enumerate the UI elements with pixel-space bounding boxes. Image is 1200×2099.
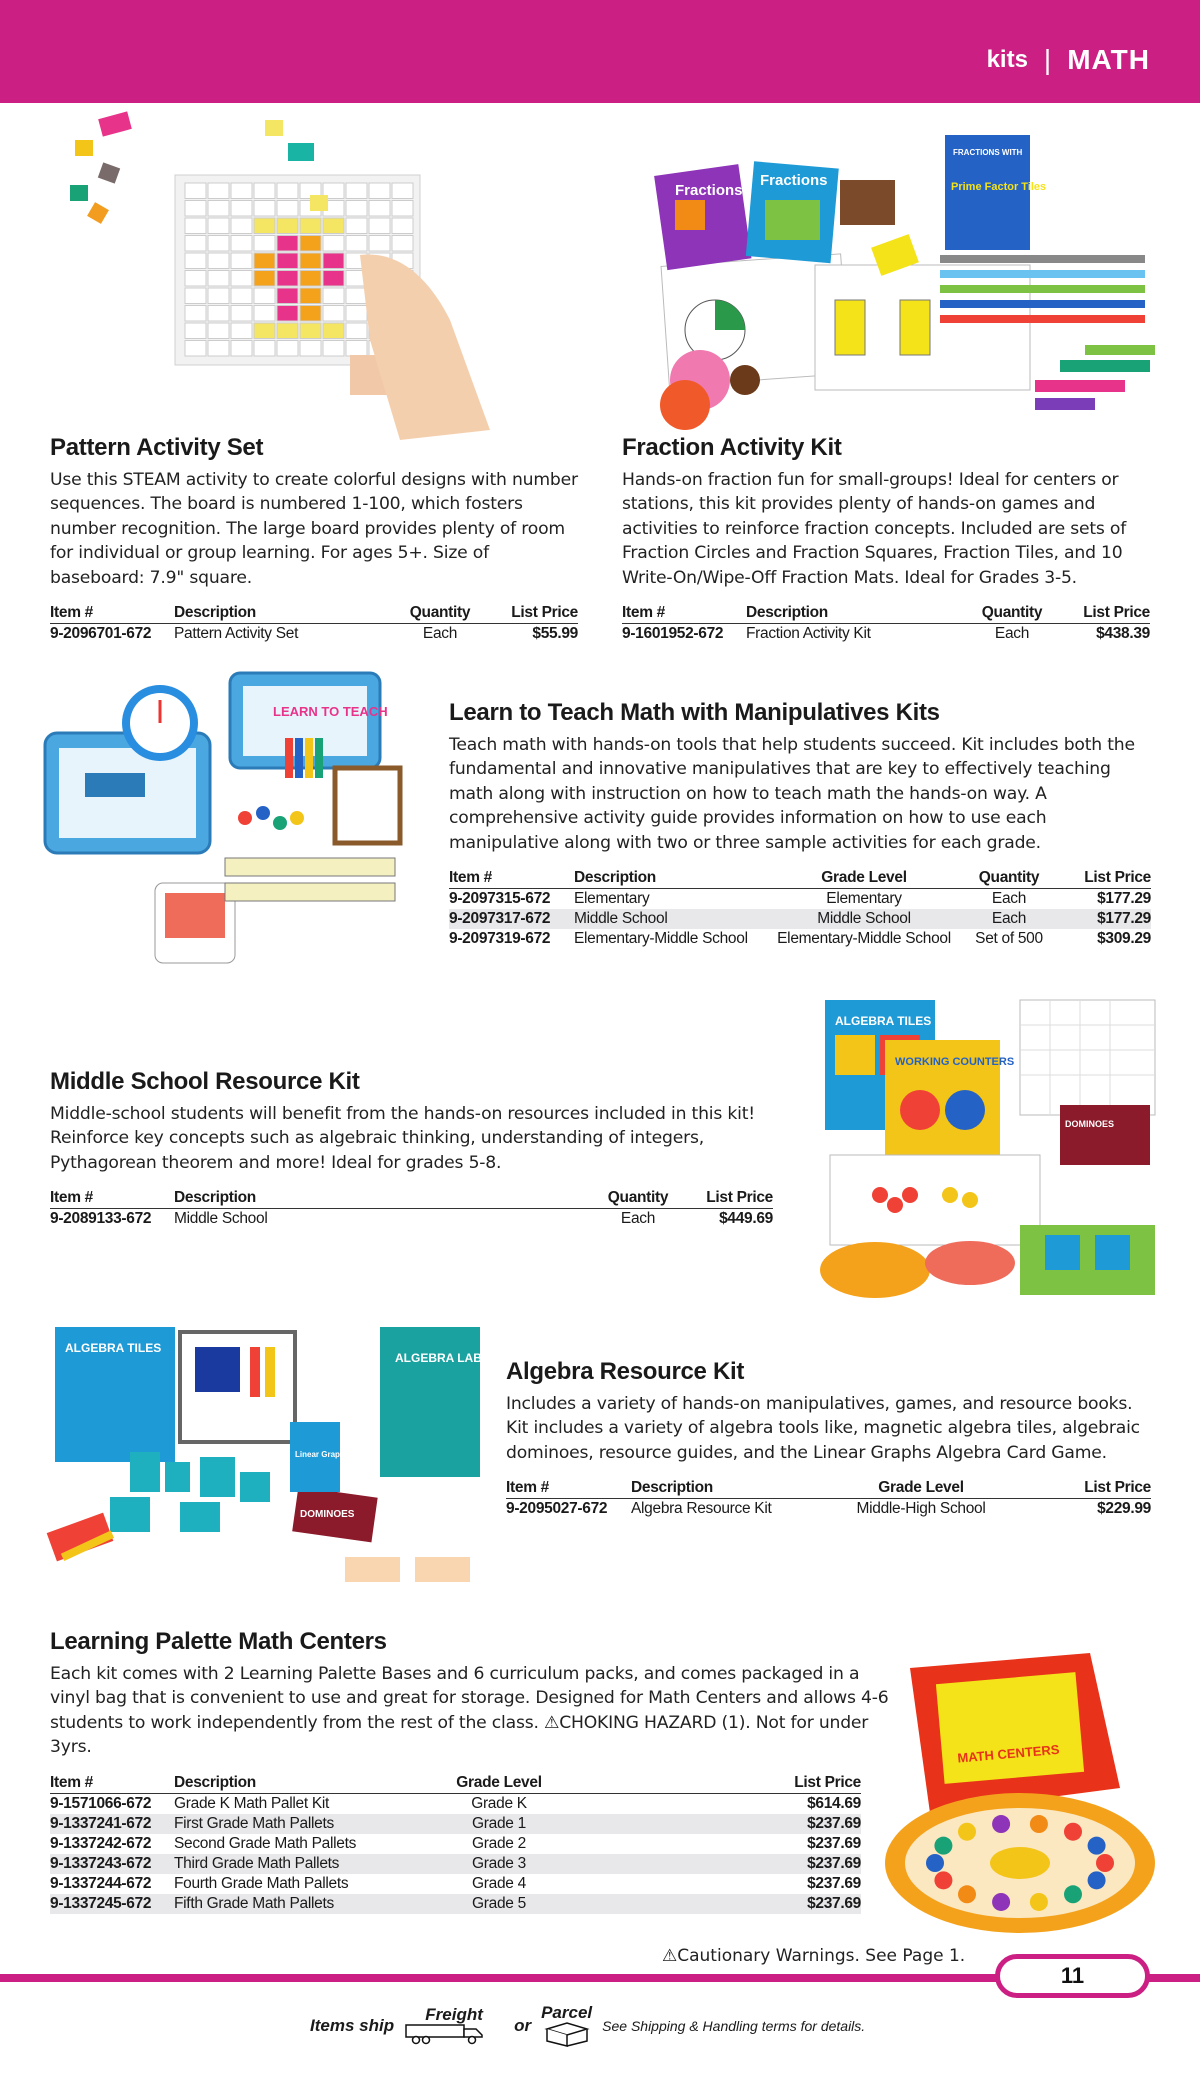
product-table bbox=[50, 1774, 861, 1914]
item-description: Middle School bbox=[574, 909, 774, 929]
parcel-mode bbox=[541, 2005, 592, 2047]
dominoes-box-label: DOMINOES bbox=[300, 1509, 355, 1520]
item-price: $237.69 bbox=[574, 1854, 861, 1874]
item-grade: Elementary bbox=[826, 890, 902, 908]
column-header: Quantity bbox=[972, 604, 1052, 624]
column-header: Quantity bbox=[954, 869, 1064, 889]
table-row[interactable] bbox=[50, 1793, 861, 1814]
algebra-tiles-box-label: ALGEBRA TILES bbox=[65, 1341, 162, 1355]
column-header: List Price bbox=[480, 604, 578, 624]
product-description: Use this STEAM activity to create colorful designs with number sequences. The board is numbered 1-100, which fosters number recognition. The large board provides plenty of room for individual or group learning. For ages 5+. Size of baseboard: 7.9" square. bbox=[50, 469, 578, 588]
middle-school-kit-image bbox=[820, 995, 1160, 1310]
item-grade: Grade 5 bbox=[424, 1894, 574, 1914]
item-price: $438.39 bbox=[1096, 625, 1150, 643]
item-number: 9-1337241-672 bbox=[50, 1814, 174, 1834]
product-description: Middle-school students will benefit from the hands-on resources included in this kit! Reinforce key concepts such as algebraic thinking, understanding of integers, Pythagorean theorem and more! Ideal for grades 5-8. bbox=[50, 1103, 755, 1173]
linear-graphs-label: Linear Graphs bbox=[295, 1450, 350, 1459]
table-row[interactable] bbox=[50, 1854, 861, 1874]
table-row[interactable] bbox=[50, 1814, 861, 1834]
item-description: Algebra Resource Kit bbox=[631, 1500, 772, 1518]
page-number: 11 bbox=[995, 1954, 1150, 1998]
column-header: Quantity bbox=[400, 604, 480, 624]
table-row[interactable] bbox=[50, 1894, 861, 1914]
item-price: $237.69 bbox=[807, 1874, 861, 1892]
product-description: Hands-on fraction fun for small-groups! Ideal for centers or stations, this kit provides plenty of hands-on games and activities to reinforce fraction concepts. Included are sets of Fraction Circles and Fraction Squares, Fraction Tiles, and 10 Write-On/Wipe-Off Fraction Mats. Ideal for Grades 3-5. bbox=[622, 469, 1127, 588]
learning-palette-image bbox=[870, 1648, 1165, 1938]
learn-to-teach-kit-image bbox=[45, 668, 435, 998]
item-number: 9-1601952-672 bbox=[622, 625, 724, 643]
product-description: Each kit comes with 2 Learning Palette Bases and 6 curriculum packs, and comes packaged in a vinyl bag that is convenient to use and great for storage. Designed for Math Centers and allows 4-6 students to work independently from the rest of the class. ⚠CHOKING HAZARD (1). Not for under 3yrs. bbox=[50, 1663, 889, 1758]
item-grade: Grade 3 bbox=[424, 1854, 574, 1874]
item-price: $237.69 bbox=[574, 1894, 861, 1914]
product-title: Fraction Activity Kit bbox=[622, 434, 842, 461]
item-description: Third Grade Math Pallets bbox=[174, 1854, 424, 1874]
freight-mode bbox=[404, 2007, 504, 2045]
dominoes-label: DOMINOES bbox=[1065, 1119, 1115, 1129]
item-description: Elementary-Middle School bbox=[574, 930, 748, 948]
ship-terms-text: See Shipping & Handling terms for details. bbox=[602, 2018, 866, 2034]
ship-or-text: or bbox=[514, 2016, 532, 2035]
item-quantity: Each bbox=[991, 890, 1027, 908]
item-description: Grade K Math Pallet Kit bbox=[174, 1794, 330, 1812]
header-bar bbox=[0, 0, 1200, 103]
product-table bbox=[506, 1479, 1151, 1519]
item-description: First Grade Math Pallets bbox=[174, 1814, 424, 1834]
column-header: Description bbox=[174, 1774, 424, 1794]
product-table bbox=[50, 1189, 773, 1229]
item-description: Second Grade Math Pallets bbox=[174, 1834, 357, 1852]
cautionary-warning: ⚠Cautionary Warnings. See Page 1. bbox=[662, 1946, 966, 1966]
fraction-activity-kit-section bbox=[622, 434, 1150, 644]
column-header: List Price bbox=[1052, 604, 1150, 624]
column-header: Description bbox=[174, 1189, 598, 1209]
item-number: 9-2097317-672 bbox=[449, 909, 574, 929]
item-description: Fifth Grade Math Pallets bbox=[174, 1894, 424, 1914]
item-price: $55.99 bbox=[532, 625, 578, 643]
column-header: Item # bbox=[449, 869, 574, 889]
column-header: List Price bbox=[1011, 1479, 1151, 1499]
product-description: Teach math with hands-on tools that help students succeed. Kit includes both the fundamental and innovative manipulatives that are key to effectively teaching math along with instruction on how to teach math the hands-on way. A comprehensive activity guide provides information on how to use each manipulative along with two or three sample activities for each grade. bbox=[449, 734, 1135, 853]
shipping-note bbox=[310, 2000, 865, 2052]
column-header: List Price bbox=[678, 1189, 773, 1209]
freight-label: Freight bbox=[425, 2005, 483, 2024]
algebra-tiles-label: ALGEBRA TILES bbox=[835, 1014, 932, 1028]
column-header: List Price bbox=[574, 1774, 861, 1794]
table-row[interactable] bbox=[449, 929, 1151, 949]
product-table bbox=[622, 604, 1150, 644]
table-row[interactable] bbox=[506, 1499, 1151, 1520]
column-header: Item # bbox=[506, 1479, 631, 1499]
item-number: 9-1337245-672 bbox=[50, 1894, 174, 1914]
column-header: List Price bbox=[1064, 869, 1151, 889]
column-header: Item # bbox=[50, 1774, 174, 1794]
ship-lead-text: Items ship bbox=[310, 2016, 395, 2035]
item-number: 9-2097315-672 bbox=[449, 890, 551, 908]
table-row[interactable] bbox=[449, 889, 1151, 910]
column-header: Grade Level bbox=[774, 869, 954, 889]
item-price: $177.29 bbox=[1064, 909, 1151, 929]
table-row[interactable] bbox=[50, 1834, 861, 1854]
table-row[interactable] bbox=[50, 1209, 773, 1230]
truck-icon bbox=[404, 2023, 504, 2045]
item-description: Pattern Activity Set bbox=[174, 625, 299, 643]
item-grade: Grade 4 bbox=[472, 1874, 526, 1892]
item-description: Middle School bbox=[174, 1210, 268, 1228]
product-description: Includes a variety of hands-on manipulatives, games, and resource books. Kit includes a variety of algebra tools like, magnetic algebra tiles, algebraic dominoes, resource guides, and the Linear Graphs Algebra Card Game. bbox=[506, 1393, 1140, 1463]
table-row[interactable] bbox=[50, 624, 578, 645]
prime-box-top: FRACTIONS WITH bbox=[953, 148, 1023, 157]
prime-box-title: Prime Factor Tiles bbox=[951, 181, 1047, 193]
fraction-book2-title: Fractions bbox=[760, 172, 828, 189]
item-description: Fourth Grade Math Pallets bbox=[174, 1874, 349, 1892]
column-header: Item # bbox=[50, 1189, 174, 1209]
column-header: Description bbox=[174, 604, 400, 624]
item-number: 9-1337242-672 bbox=[50, 1834, 152, 1852]
product-table bbox=[449, 869, 1151, 949]
learning-palette-section bbox=[50, 1628, 902, 1914]
item-number: 9-1337243-672 bbox=[50, 1854, 174, 1874]
table-row[interactable] bbox=[449, 909, 1151, 929]
product-title: Learning Palette Math Centers bbox=[50, 1628, 387, 1655]
item-grade: Grade K bbox=[471, 1794, 527, 1812]
item-price: $614.69 bbox=[807, 1794, 861, 1812]
product-title: Algebra Resource Kit bbox=[506, 1358, 745, 1385]
column-header: Description bbox=[746, 604, 972, 624]
item-quantity: Each bbox=[994, 625, 1030, 643]
item-price: $449.69 bbox=[719, 1210, 773, 1228]
column-header: Grade Level bbox=[831, 1479, 1011, 1499]
column-header: Item # bbox=[50, 604, 174, 624]
palette-bag-label: MATH CENTERS bbox=[956, 1741, 1061, 1766]
pattern-activity-set-image bbox=[70, 110, 560, 460]
item-number: 9-2096701-672 bbox=[50, 625, 152, 643]
item-grade: Elementary-Middle School bbox=[777, 930, 951, 948]
product-title: Pattern Activity Set bbox=[50, 434, 264, 461]
counters-label: WORKING COUNTERS bbox=[895, 1056, 1015, 1068]
column-header: Quantity bbox=[598, 1189, 678, 1209]
product-title: Middle School Resource Kit bbox=[50, 1068, 360, 1095]
item-number: 9-2089133-672 bbox=[50, 1210, 152, 1228]
item-quantity: Set of 500 bbox=[975, 930, 1043, 948]
item-quantity: Each bbox=[422, 625, 458, 643]
table-row[interactable] bbox=[622, 624, 1150, 645]
parcel-label: Parcel bbox=[541, 2003, 593, 2022]
product-table bbox=[50, 604, 578, 644]
item-description: Elementary bbox=[574, 890, 650, 908]
item-price: $229.99 bbox=[1097, 1500, 1151, 1518]
category-label[interactable]: MATH bbox=[1067, 44, 1150, 75]
section-label[interactable]: kits bbox=[986, 46, 1028, 73]
table-row[interactable] bbox=[50, 1874, 861, 1894]
item-grade: Middle-High School bbox=[856, 1500, 986, 1518]
item-price: $177.29 bbox=[1097, 890, 1151, 908]
item-grade: Grade 2 bbox=[472, 1834, 526, 1852]
column-header: Item # bbox=[622, 604, 746, 624]
pattern-activity-set-section bbox=[50, 434, 578, 644]
item-number: 9-1571066-672 bbox=[50, 1794, 152, 1812]
item-grade: Grade 1 bbox=[424, 1814, 574, 1834]
lab-gear-label: ALGEBRA LAB GEAR bbox=[395, 1351, 520, 1365]
algebra-resource-kit-section bbox=[506, 1358, 1151, 1519]
item-number: 9-2097319-672 bbox=[449, 930, 551, 948]
item-description: Fraction Activity Kit bbox=[746, 625, 871, 643]
algebra-resource-kit-image bbox=[50, 1322, 520, 1592]
breadcrumb-separator: | bbox=[1043, 44, 1052, 75]
box-icon bbox=[542, 2021, 592, 2047]
item-price: $237.69 bbox=[574, 1814, 861, 1834]
item-quantity: Each bbox=[620, 1210, 656, 1228]
fraction-activity-kit-image bbox=[655, 130, 1160, 435]
middle-school-kit-section bbox=[50, 1068, 773, 1229]
column-header: Description bbox=[631, 1479, 831, 1499]
item-quantity: Each bbox=[954, 909, 1064, 929]
item-price: $309.29 bbox=[1097, 930, 1151, 948]
learn-to-teach-section bbox=[449, 699, 1151, 949]
item-number: 9-2095027-672 bbox=[506, 1500, 608, 1518]
item-number: 9-1337244-672 bbox=[50, 1874, 152, 1892]
breadcrumb bbox=[987, 44, 1150, 76]
item-price: $237.69 bbox=[807, 1834, 861, 1852]
product-title: Learn to Teach Math with Manipulatives Kits bbox=[449, 699, 940, 726]
column-header: Grade Level bbox=[424, 1774, 574, 1794]
teach-box-label: LEARN TO TEACH bbox=[273, 704, 388, 719]
item-grade: Middle School bbox=[774, 909, 954, 929]
column-header: Description bbox=[574, 869, 774, 889]
fraction-book1-title: Fractions bbox=[675, 182, 743, 199]
